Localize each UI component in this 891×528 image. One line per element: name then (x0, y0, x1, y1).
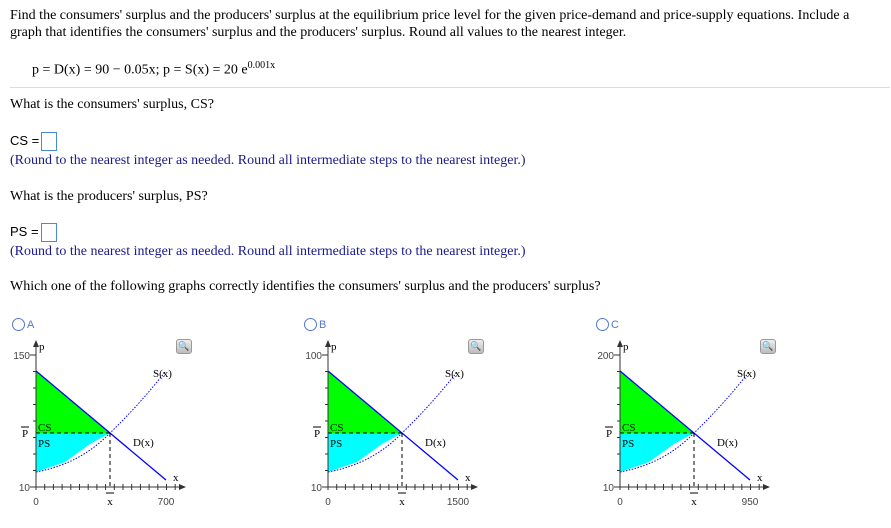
supply-label: S(x) (445, 368, 464, 380)
cs-hint: (Round to the nearest integer as needed. Round all intermediate steps to the nearest integer.) (10, 153, 526, 168)
ps-question: What is the producers' surplus, PS? (10, 189, 208, 204)
ymax-label: 100 (305, 351, 322, 362)
xbar-label: x (107, 496, 113, 508)
xmin-label: 0 (33, 497, 39, 508)
cs-question: What is the consumers' surplus, CS? (10, 97, 214, 112)
cs-label: CS (38, 422, 52, 434)
pbar-label: P (605, 428, 613, 440)
ps-input[interactable] (41, 223, 57, 242)
xmin-label: 0 (325, 497, 331, 508)
xmin-label: 0 (617, 497, 623, 508)
x-axis-label: x (173, 472, 179, 484)
ymin-label: 10 (602, 483, 614, 494)
graph-question: Which one of the following graphs correctly identifies the consumers' surplus and the producers' surplus? (10, 279, 601, 294)
zoom-magnifier-icon[interactable]: 🔍 (176, 339, 192, 354)
ps-hint: (Round to the nearest integer as needed. Round all intermediate steps to the nearest integer.) (10, 244, 526, 259)
ps-label: PS = (10, 224, 39, 239)
x-axis-arrow (471, 484, 478, 490)
xbar-label: x (691, 496, 697, 508)
demand-label: D(x) (425, 437, 446, 449)
ymax-label: 200 (597, 351, 614, 362)
xmax-label: 700 (157, 497, 175, 508)
zoom-magnifier-icon[interactable]: 🔍 (760, 339, 776, 354)
x-axis-label: x (757, 472, 763, 484)
ymax-label: 150 (13, 351, 30, 362)
surplus-graph (302, 314, 592, 528)
p-axis-label: p (39, 341, 45, 353)
ps-label: PS (330, 438, 343, 450)
graph-option-b[interactable] (302, 314, 592, 528)
demand-label: D(x) (717, 437, 738, 449)
zoom-magnifier-icon[interactable]: 🔍 (468, 339, 484, 354)
equation (32, 60, 275, 79)
p-axis-label: p (331, 341, 337, 353)
cs-label: CS (330, 422, 344, 434)
x-axis-label: x (465, 472, 471, 484)
option-letter: C (611, 319, 619, 331)
surplus-graph (594, 314, 884, 528)
xmax-label: 950 (741, 497, 759, 508)
xmax-label: 1500 (446, 497, 470, 508)
demand-label: D(x) (133, 437, 154, 449)
cs-label: CS (622, 422, 636, 434)
supply-label: S(x) (153, 368, 172, 380)
pbar-label: P (21, 428, 29, 440)
pbar-label: P (313, 428, 321, 440)
problem-intro: Find the consumers' surplus and the producers' surplus at the equilibrium price level for the given price-demand and price-supply equations. Include a graph that identifies the consumers' surplus and the producers' surplus. Round all values to the nearest integer. (10, 8, 850, 40)
equation-main: p = D(x) = 90 − 0.05x; p = S(x) = 20 e (32, 62, 248, 78)
p-axis-label: p (623, 341, 629, 353)
surplus-graph (10, 314, 300, 528)
x-axis-arrow (763, 484, 770, 490)
equation-exponent: 0.001x (247, 60, 276, 71)
option-letter: B (319, 319, 327, 331)
graph-option-a[interactable] (10, 314, 300, 528)
option-letter: A (27, 319, 35, 331)
divider (10, 87, 890, 88)
cs-input[interactable] (41, 132, 57, 151)
x-axis-arrow (179, 484, 186, 490)
graph-option-c[interactable] (594, 314, 884, 528)
ymin-label: 10 (18, 483, 30, 494)
cs-label: CS = (10, 133, 40, 148)
ymin-label: 10 (310, 483, 322, 494)
ps-label: PS (622, 438, 635, 450)
supply-label: S(x) (737, 368, 756, 380)
ps-label: PS (38, 438, 51, 450)
xbar-label: x (399, 496, 405, 508)
